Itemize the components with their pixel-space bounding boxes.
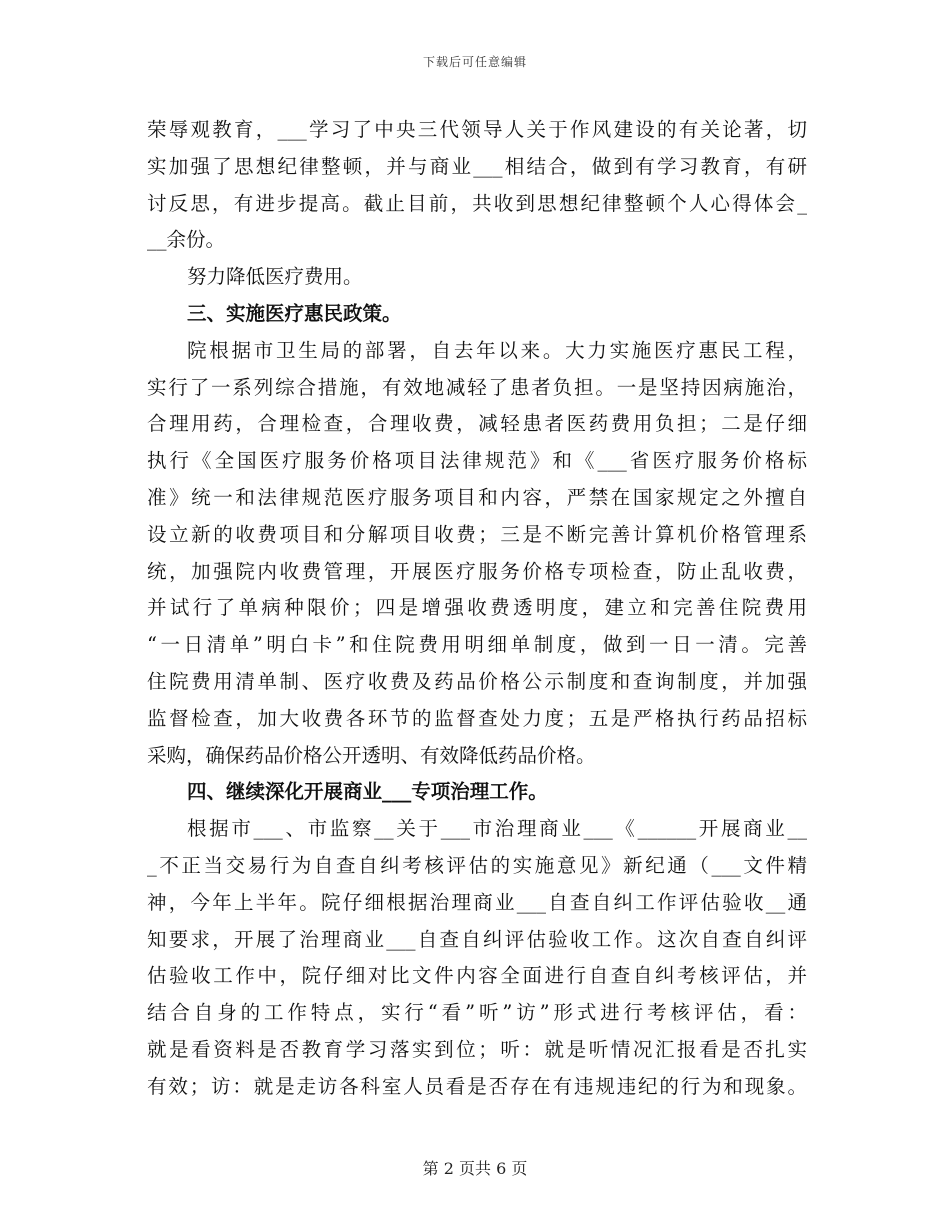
text-line: 讨反思，有进步提高。截止目前，共收到思想纪律整顿个人心得体会_	[147, 191, 807, 215]
text-line: 住院费用清单制、医疗收费及药品价格公示制度和查询制度，并加强	[147, 669, 807, 693]
text-line: 结合自身的工作特点，实行“看”听”访”形式进行考核评估，看：	[147, 1001, 807, 1025]
text-line: 实加强了思想纪律整顿，并与商业___相结合，做到有学习教育，有研	[147, 154, 807, 178]
text-line: 并试行了单病种限价；四是增强收费透明度，建立和完善住院费用	[147, 596, 807, 620]
text-line: 执行《全国医疗服务价格项目法律规范》和《___省医疗服务价格标	[147, 449, 807, 473]
text-line: 监督检查，加大收费各环节的监督查处力度；五是严格执行药品招标	[147, 706, 807, 730]
section-heading: 三、实施医疗惠民政策。	[187, 301, 402, 325]
text-line: “一日清单”明白卡”和住院费用明细单制度，做到一日一清。完善	[147, 633, 807, 657]
text-line: 有效；访：就是走访各科室人员看是否存在有违规违纪的行为和现象。	[147, 1074, 807, 1098]
text-line: 就是看资料是否教育学习落实到位；听：就是听情况汇报看是否扎实	[147, 1037, 807, 1061]
text-line: 采购，确保药品价格公开透明、有效降低药品价格。	[147, 743, 596, 767]
text-line: 合理用药，合理检查，合理收费，减轻患者医药费用负担；二是仔细	[147, 412, 807, 436]
text-line: 努力降低医疗费用。	[187, 265, 363, 289]
text-line: 根据市___、市监察__关于___市治理商业___《______开展商业__	[187, 817, 807, 841]
text-line: 荣辱观教育，___学习了中央三代领导人关于作风建设的有关论著，切	[147, 118, 807, 141]
text-line: 统，加强院内收费管理，开展医疗服务价格专项检查，防止乱收费，	[147, 559, 807, 583]
page-header: 下载后可任意编辑	[422, 55, 527, 69]
text-line: 实行了一系列综合措施，有效地减轻了患者负担。一是坚持因病施治，	[147, 375, 807, 399]
text-line: 院根据市卫生局的部署，自去年以来。大力实施医疗惠民工程，	[187, 338, 807, 362]
text-line: 估验收工作中，院仔细对比文件内容全面进行自查自纠考核评估，并	[147, 964, 807, 988]
text-line: 准》统一和法律规范医疗服务项目和内容，严禁在国家规定之外擅自	[147, 485, 807, 509]
page-number-footer: 第 2 页共 6 页	[422, 1159, 528, 1178]
document-body	[147, 112, 807, 1106]
text-line: 神，今年上半年。院仔细根据治理商业___自查自纠工作评估验收__通	[147, 890, 807, 914]
text-line: _不正当交易行为自查自纠考核评估的实施意见》新纪通（___文件精	[147, 853, 807, 877]
text-line: 设立新的收费项目和分解项目收费；三是不断完善计算机价格管理系	[147, 522, 807, 546]
text-line: __余份。	[147, 228, 226, 252]
section-heading: 四、继续深化开展商业___专项治理工作。	[187, 780, 548, 804]
text-line: 知要求，开展了治理商业___自查自纠评估验收工作。这次自查自纠评	[147, 927, 807, 951]
